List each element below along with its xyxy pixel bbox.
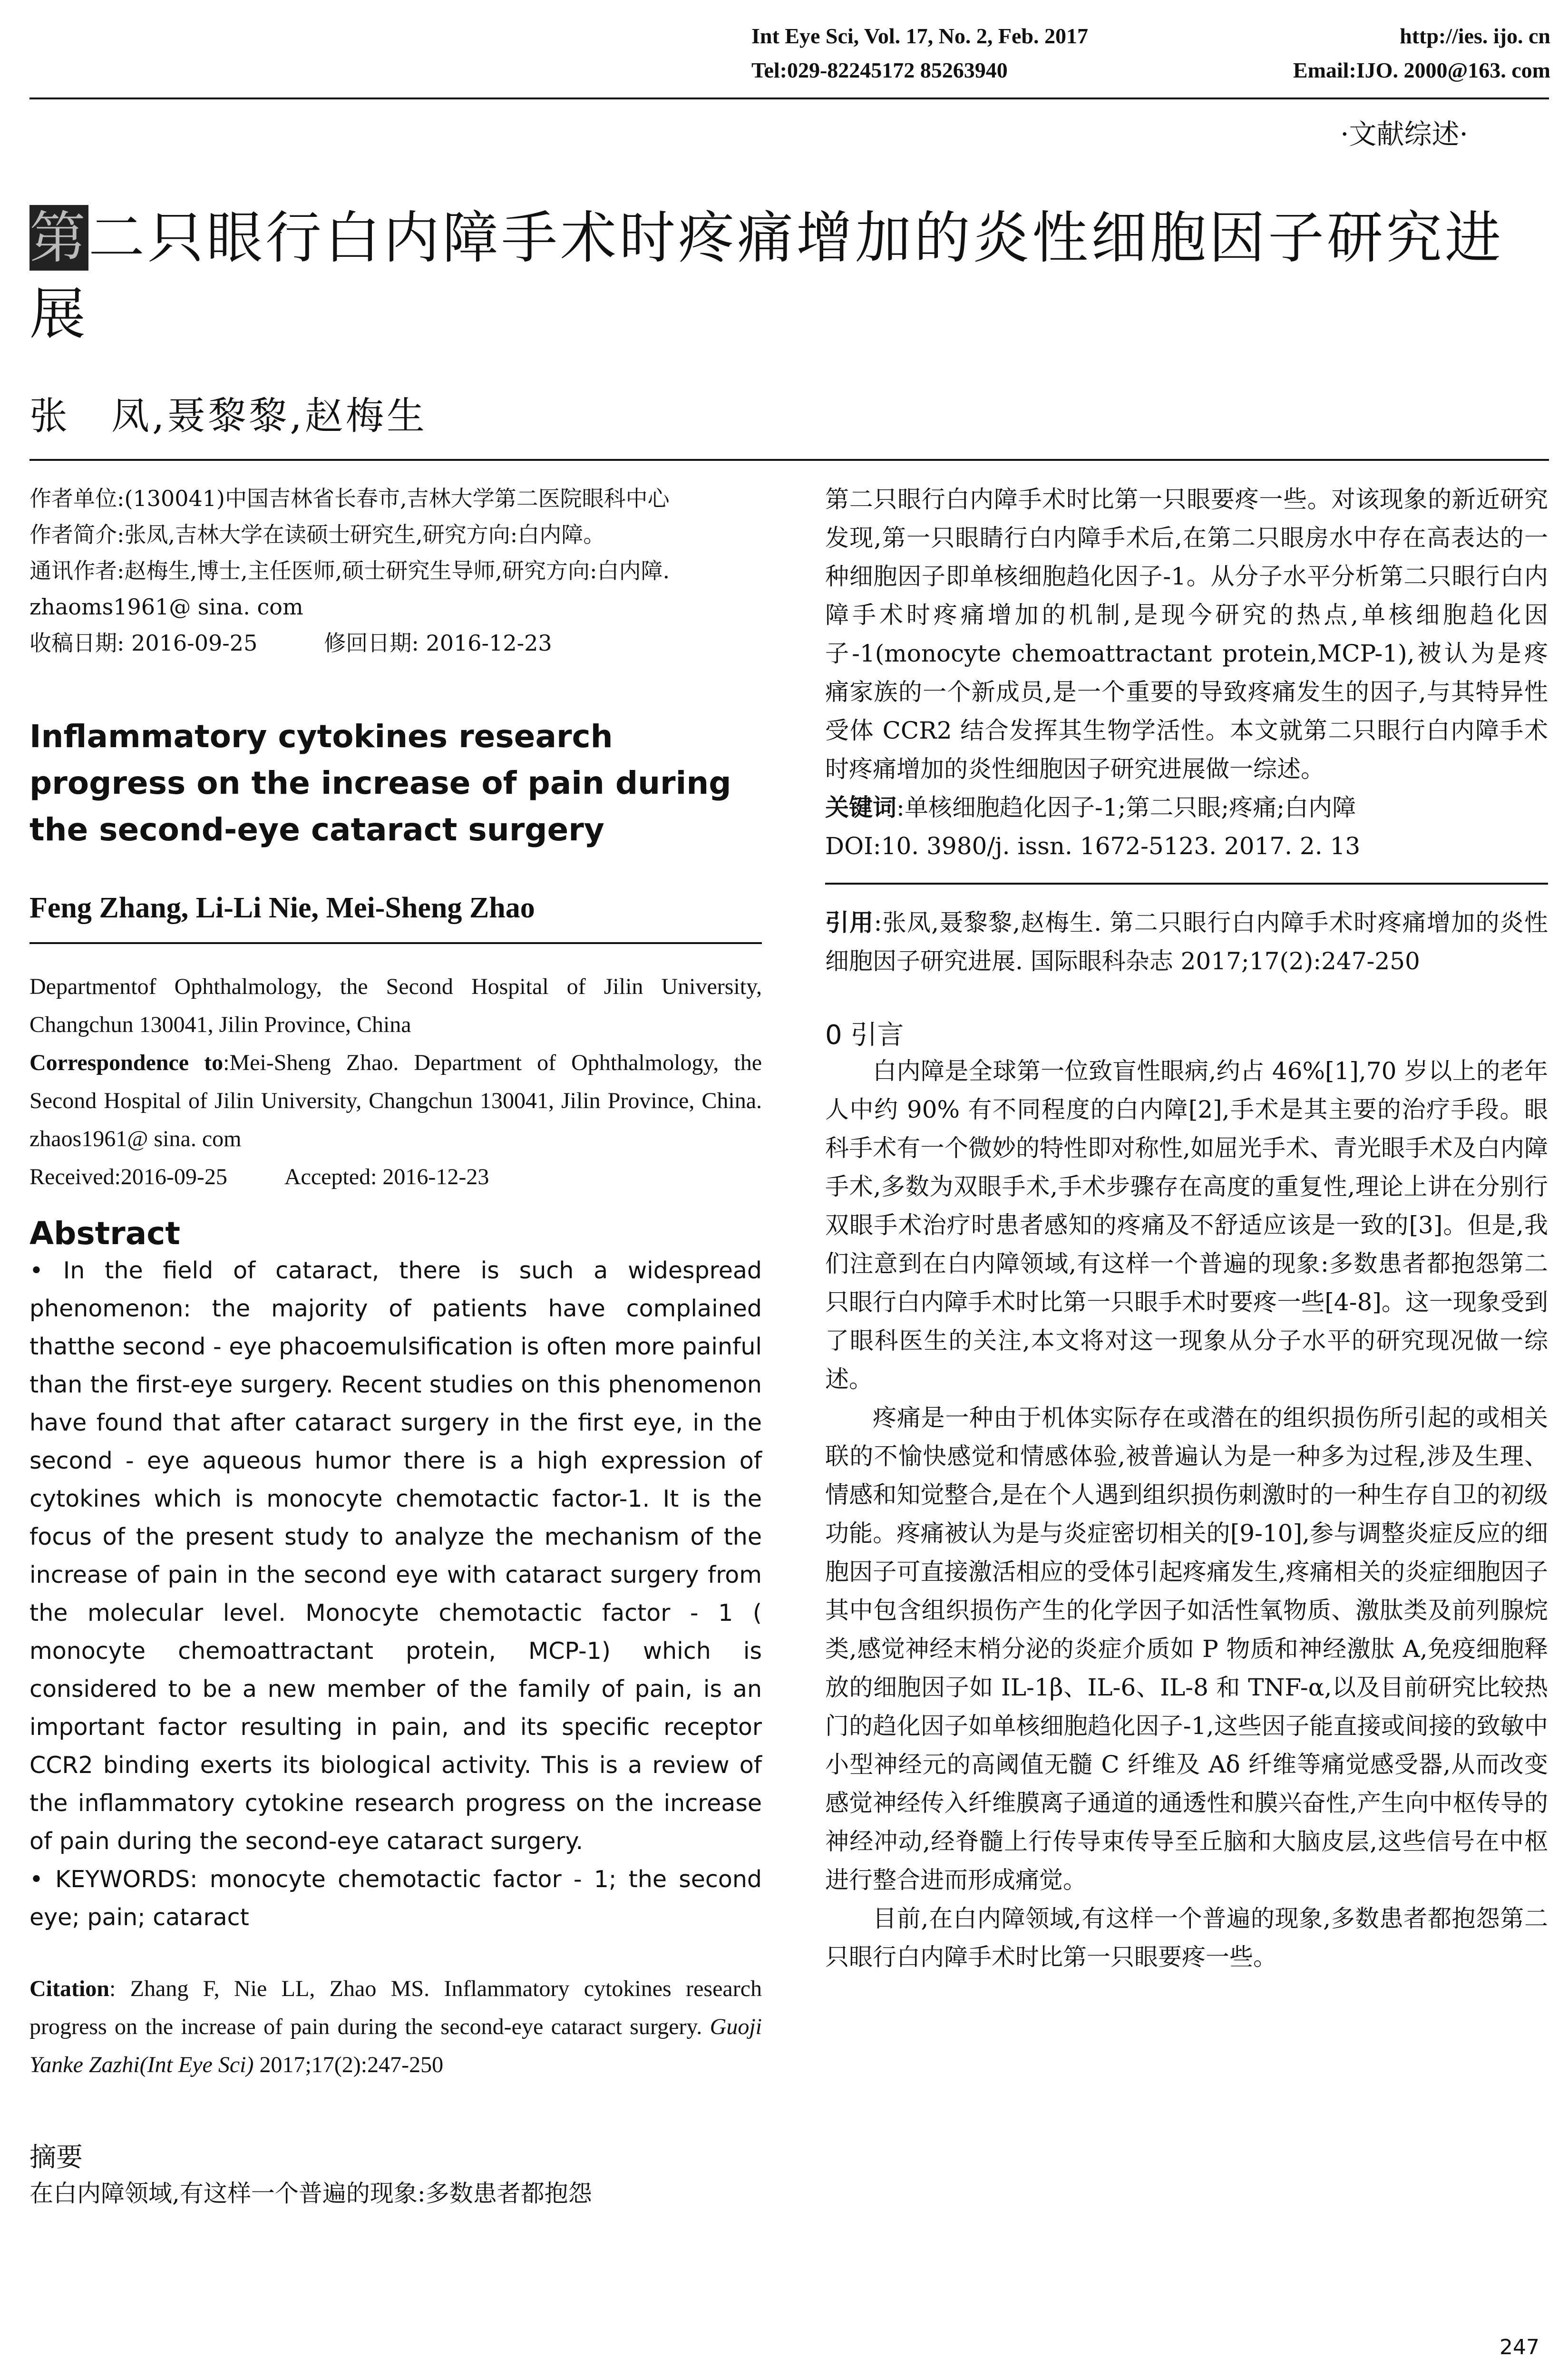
section-tag: ·文献综述· — [1340, 118, 1468, 150]
abstract-text: • In the field of cataract, there is such a widespread phenomenon: the majority of patients have complained thatthe second - eye phacoemulsification is often more painful than the first-eye surgery. Recent studies on this phenomenon have found that after cataract surgery in the first eye, in the second - eye aqueous humor there is a high expression of cytokines which is monocyte chemotactic factor-1. It is the focus of the present study to analyze the mechanism of the increase of pain in the second eye with cataract surgery from the molecular level. Monocyte chemotactic factor - 1 ( monocyte chemoattractant protein, MCP-1) which is considered to be a new member of the family of pain, is an important factor resulting in pain, and its specific receptor CCR2 binding exerts its biological activity. This is a review of the inflammatory cytokine research progress on the increase of pain during the second-eye cataract surgery. — [29, 1257, 762, 1855]
citation-body: : Zhang F, Nie LL, Zhao MS. Inflammatory cytokines research progress on the increase of pain during the second-eye cataract surgery. — [29, 1976, 762, 2039]
title-rest: 二只眼行白内障手术时疼痛增加的炎性细胞因子研究进展 — [29, 205, 1504, 347]
english-title: Inflammatory cytokines research progress on the increase of pain during the second-eye cataract surgery — [29, 718, 731, 848]
citation-label: Citation — [29, 1976, 109, 2001]
cn-abstract-rule — [825, 883, 1548, 885]
author-unit: 作者单位:(130041)中国吉林省长春市,吉林大学第二医院眼科中心 — [29, 486, 670, 511]
intro-heading: 0 引言 — [825, 1020, 904, 1051]
title-first-char: 第 — [29, 205, 89, 271]
citation-journal: Guoji Yanke Zazhi(Int Eye Sci) — [29, 2014, 762, 2077]
department: Departmentof Ophthalmology, the Second Hospital of Jilin University, Changchun 130041, Jilin Province, China — [29, 974, 762, 1037]
title-rule — [29, 459, 1549, 461]
cn-cite-text: :张凤,聂黎黎,赵梅生. 第二只眼行白内障手术时疼痛增加的炎性细胞因子研究进展. 国际眼科杂志 2017;17(2):247-250 — [825, 909, 1549, 975]
cn-cite-label: 引用 — [825, 909, 874, 936]
journal-tel: Tel:029-82245172 85263940 — [751, 58, 1008, 82]
received-date-en: Received:2016-09-25 — [29, 1164, 227, 1189]
left-column — [29, 480, 762, 2213]
abstract-heading: Abstract — [29, 1215, 180, 1252]
cn-cite — [825, 904, 1548, 981]
cn-keywords — [825, 789, 1548, 827]
journal-url[interactable]: http://ies. ijo. cn — [1400, 24, 1550, 48]
header-rule — [29, 97, 1549, 99]
english-keywords: • KEYWORDS: monocyte chemotactic factor - 1; the second eye; pain; cataract — [29, 1866, 762, 1931]
cn-abstract-start: 在白内障领域,有这样一个普遍的现象:多数患者都抱怨 — [29, 2180, 592, 2207]
english-authors: Feng Zhang, Li-Li Nie, Mei-Sheng Zhao — [29, 892, 535, 924]
authors-chinese: 张 凤,聂黎黎,赵梅生 — [29, 394, 428, 438]
author-correspondence: 通讯作者:赵梅生,博士,主任医师,硕士研究生导师,研究方向:白内障. zhaoms1961@ sina. com — [29, 558, 670, 620]
dates-cn — [29, 625, 762, 661]
cn-abstract-continued: 第二只眼行白内障手术时比第一只眼要疼一些。对该现象的新近研究发现,第一只眼睛行白内障手术后,在第二只眼房水中存在高表达的一种细胞因子即单核细胞趋化因子-1。从分子水平分析第二只眼行白内障手术时疼痛增加的机制,是现今研究的热点,单核细胞趋化因子-1(monocyte chemoattractant protein,MCP-1),被认为是疼痛家族的一个新成员,是一个重要的导致疼痛发生的因子,与其特异性受体 CCR2 结合发挥其生物学活性。本文就第二只眼行白内障手术时疼痛增加的炎性细胞因子研究进展做一综述。 — [825, 486, 1548, 783]
doi[interactable]: DOI:10. 3980/j. issn. 1672-5123. 2017. 2. 13 — [825, 832, 1361, 860]
revised-date-cn: 修回日期: 2016-12-23 — [324, 630, 552, 656]
journal-email[interactable]: Email:IJO. 2000@163. com — [1293, 58, 1550, 82]
received-date-cn: 收稿日期: 2016-09-25 — [29, 630, 258, 656]
correspondence-label: Correspondence to — [29, 1050, 224, 1075]
page-number: 247 — [1500, 2335, 1539, 2359]
journal-header — [751, 19, 1550, 88]
journal-line: Int Eye Sci, Vol. 17, No. 2, Feb. 2017 — [751, 24, 1088, 48]
cn-abstract-heading: 摘要 — [29, 2142, 83, 2173]
accepted-date-en: Accepted: 2016-12-23 — [284, 1164, 489, 1189]
citation — [29, 1970, 762, 2084]
intro-paragraph-1: 白内障是全球第一位致盲性眼病,约占 46%[1],70 岁以上的老年人中约 90% 有不同程度的白内障[2],手术是其主要的治疗手段。眼科手术有一个微妙的特性即对称性,如屈光手术、青光眼手术及白内障手术,多数为双眼手术,手术步骤存在高度的重复性,理论上讲在分别行双眼手术治疗时患者感知的疼痛及不舒适应该是一致的[3]。但是,我们注意到在白内障领域,有这样一个普遍的现象:多数患者都抱怨第二只眼行白内障手术时比第一只眼手术时要疼一些[4-8]。这一现象受到了眼科医生的关注,本文将对这一现象从分子水平的研究现况做一综述。 — [825, 1057, 1548, 1393]
right-column — [825, 480, 1548, 1977]
intro-paragraph-3: 目前,在白内障领域,有这样一个普遍的现象,多数患者都抱怨第二只眼行白内障手术时比第一只眼要疼一些。 — [825, 1905, 1548, 1971]
author-profile: 作者简介:张凤,吉林大学在读硕士研究生,研究方向:白内障。 — [29, 522, 605, 547]
intro-paragraph-2: 疼痛是一种由于机体实际存在或潜在的组织损伤所引起的或相关联的不愉快感觉和情感体验,被普遍认为是一种多为过程,涉及生理、情感和知觉整合,是在个人遇到组织损伤刺激时的一种生存自卫的初级功能。疼痛被认为是与炎症密切相关的[9-10],参与调整炎症反应的细胞因子可直接激活相应的受体引起疼痛发生,疼痛相关的炎症细胞因子其中包含组织损伤产生的化学因子如活性氧物质、激肽类及前列腺烷类,感觉神经末梢分泌的炎症介质如 P 物质和神经激肽 A,免疫细胞释放的细胞因子如 IL-1β、IL-6、IL-8 和 TNF-α,以及目前研究比较热门的趋化因子如单核细胞趋化因子-1,这些因子能直接或间接的致敏中小型神经元的高阈值无髓 C 纤维及 Aδ 纤维等痛觉感受器,从而改变感觉神经传入纤维膜离子通道的通透性和膜兴奋性,产生向中枢传导的神经冲动,经脊髓上行传导束传导至丘脑和大脑皮层,这些信号在中枢进行整合进而形成痛觉。 — [825, 1404, 1548, 1894]
english-correspondence — [29, 1044, 762, 1158]
article-title — [29, 200, 1551, 352]
correspondence-text: :Mei-Sheng Zhao. Department of Ophthalmology, the Second Hospital of Jilin University, Changchun 130041, Jilin Province, China. zhaos1961@ sina. com — [29, 1050, 762, 1151]
citation-tail: 2017;17(2):247-250 — [253, 2052, 444, 2077]
cn-keywords-label: 关键词 — [825, 794, 896, 821]
dates-en — [29, 1158, 762, 1196]
english-authors-rule — [29, 942, 762, 944]
cn-keywords-text: :单核细胞趋化因子-1;第二只眼;疼痛;白内障 — [896, 794, 1356, 821]
